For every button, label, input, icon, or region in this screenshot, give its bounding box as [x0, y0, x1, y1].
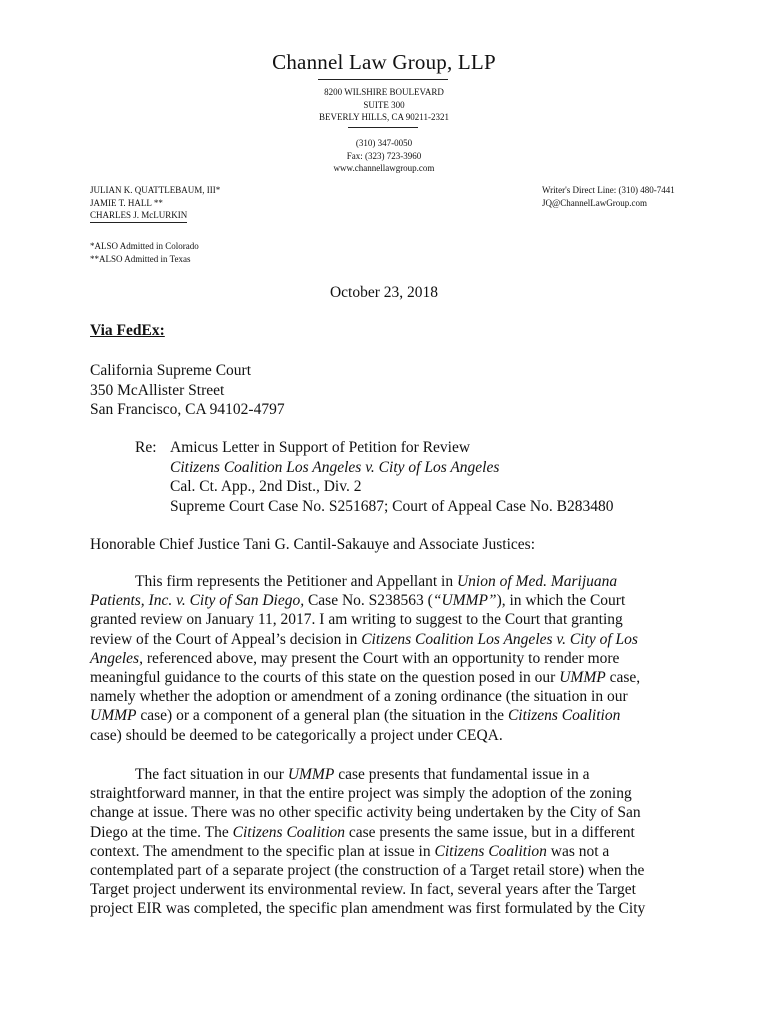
firm-address — [0, 86, 768, 124]
paragraph-line: Angeles, referenced above, may present the Court with an opportunity to render more — [90, 649, 620, 667]
firm-contact — [0, 137, 768, 175]
paragraph-line: Diego at the time. The Citizens Coalition case presents the same issue, but in a different — [90, 823, 635, 841]
firm-fax: Fax: (323) 723-3960 — [346, 150, 422, 161]
paragraph-line: case) should be deemed to be categorically a project under CEQA. — [90, 726, 503, 744]
paragraph-line: change at issue. There was no other specific activity being undertaken by the City of San — [90, 804, 641, 822]
subject-line: Amicus Letter in Support of Petition for Review — [170, 439, 471, 456]
writer-email[interactable]: JQ@ChannelLawGroup.com — [542, 197, 648, 208]
paragraph-line: Target project underwent its environmental review. In fact, several years after the Target — [90, 881, 636, 899]
recipient-name: California Supreme Court — [90, 362, 251, 379]
subject-case-numbers: Supreme Court Case No. S251687; Court of Appeal Case No. B283480 — [170, 497, 614, 515]
admissions-note — [90, 240, 199, 265]
paragraph-line: meaningful guidance to the courts of this state on the question posed in our UMMP case, — [90, 669, 641, 687]
subject-label: Re: — [135, 439, 157, 456]
letter-date: October 23, 2018 — [329, 284, 439, 301]
subject-court: Cal. Ct. App., 2nd Dist., Div. 2 — [170, 478, 362, 495]
address-street: 8200 WILSHIRE BOULEVARD — [324, 87, 444, 97]
address-suite: SUITE 300 — [363, 99, 405, 110]
paragraph-line: This firm represents the Petitioner and Appellant in Union of Med. Marijuana — [135, 573, 618, 590]
attorney-list — [90, 184, 220, 223]
letterhead-divider — [318, 79, 448, 80]
paragraph-line: contemplated part of a separate project (the construction of a Target retail store) when the — [90, 862, 645, 880]
paragraph-line: project EIR was completed, the specific plan amendment was first formulated by the City — [90, 900, 646, 918]
attorney-name: JAMIE T. HALL ** — [90, 197, 163, 208]
attorney-name: CHARLES J. McLURKIN — [90, 209, 187, 223]
attorney-name: JULIAN K. QUATTLEBAUM, III* — [90, 185, 221, 195]
body-paragraph — [90, 765, 685, 919]
address-city: BEVERLY HILLS, CA 90211-2321 — [319, 112, 449, 122]
subject-case-name: Citizens Coalition Los Angeles v. City of Los Angeles — [170, 458, 500, 476]
salutation: Honorable Chief Justice Tani G. Cantil-Sakauye and Associate Justices: — [90, 536, 536, 553]
paragraph-line: context. The amendment to the specific plan at issue in Citizens Coalition was not a — [90, 842, 610, 860]
recipient-city: San Francisco, CA 94102-4797 — [90, 401, 285, 418]
body-paragraph — [90, 572, 685, 745]
delivery-method: Via FedEx: — [90, 322, 165, 339]
paragraph-line: namely whether the adoption or amendment of a zoning ordinance (the situation in our — [90, 688, 628, 706]
admission-line: **ALSO Admitted in Texas — [90, 253, 191, 264]
firm-name: Channel Law Group, LLP — [272, 50, 496, 74]
firm-website[interactable]: www.channellawgroup.com — [333, 163, 435, 173]
paragraph-line: UMMP case) or a component of a general plan (the situation in the Citizens Coalition — [90, 707, 621, 725]
recipient-address — [90, 361, 285, 420]
paragraph-line: The fact situation in our UMMP case presents that fundamental issue in a — [135, 766, 590, 783]
address-divider — [348, 127, 418, 128]
admission-line: *ALSO Admitted in Colorado — [90, 241, 199, 251]
paragraph-line: granted review on January 11, 2017. I am writing to suggest to the Court that granting — [90, 611, 623, 629]
paragraph-line: review of the Court of Appeal’s decision in Citizens Coalition Los Angeles v. City of Los — [90, 630, 638, 648]
firm-phone: (310) 347-0050 — [355, 138, 413, 148]
writer-contact — [542, 184, 675, 209]
recipient-street: 350 McAllister Street — [90, 381, 225, 399]
writer-direct-line: Writer's Direct Line: (310) 480-7441 — [542, 185, 675, 195]
paragraph-line: straightforward manner, in that the entire project was simply the adoption of the zoning — [90, 785, 632, 803]
paragraph-line: Patients, Inc. v. City of San Diego, Case No. S238563 (“UMMP”), in which the Court — [90, 592, 626, 610]
